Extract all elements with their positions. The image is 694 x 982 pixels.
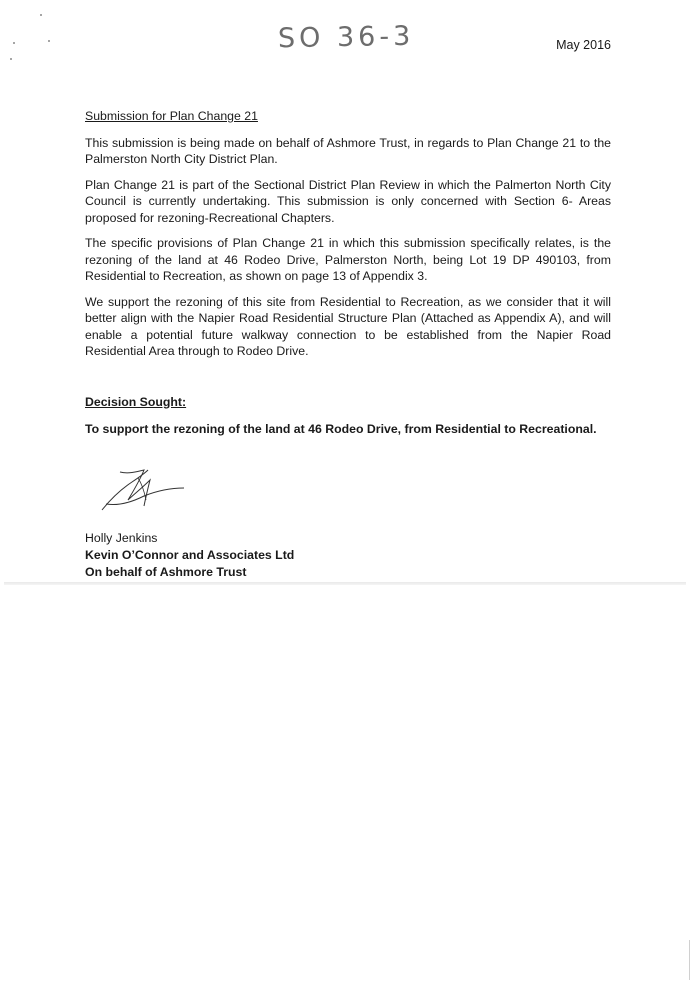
scan-speck [40, 14, 42, 16]
signature-image [98, 466, 188, 516]
document-body [85, 108, 611, 438]
signatory-name: Holly Jenkins [85, 531, 158, 545]
paragraph-intro: This submission is being made on behalf of Ashmore Trust, in regards to Plan Change 21 to the Palmerston North City District Plan. [85, 135, 611, 166]
on-behalf-line: On behalf of Ashmore Trust [85, 565, 247, 579]
scan-speck [13, 42, 15, 44]
paragraph-context: Plan Change 21 is part of the Sectional District Plan Review in which the Palmerton North City Council is currently undertaking. This submission is only concerned with Section 6- Areas proposed for rezoning-Recreational Chapters. [85, 177, 611, 225]
decision-heading: Decision Sought: [85, 394, 187, 409]
scan-edge-divider [4, 582, 686, 585]
decision-text: To support the rezoning of the land at 46 Rodeo Drive, from Residential to Recreational. [85, 422, 597, 436]
scan-speck [48, 40, 50, 42]
submission-title: Submission for Plan Change 21 [85, 109, 258, 123]
paragraph-provisions: The specific provisions of Plan Change 21 in which this submission specifically relates, is the rezoning of the land at 46 Rodeo Drive, Palmerston North, being Lot 19 DP 490103, from Residential to Recreation, as shown on page 13 of Appendix 3. [85, 236, 611, 283]
handwritten-reference: SO 36-3 [277, 20, 415, 55]
signoff-block [85, 530, 294, 581]
document-date: May 2016 [556, 38, 611, 52]
company-name: Kevin O’Connor and Associates Ltd [85, 548, 295, 562]
scan-edge-mark [689, 940, 690, 980]
scan-speck [10, 58, 12, 60]
paragraph-support: We support the rezoning of this site from Residential to Recreation, as we consider that it will better align with the Napier Road Residential Structure Plan (Attached as Appendix A), and will enable a potential future walkway connection to be established from the Napier Road Residential Area through to Rodeo Drive. [85, 294, 611, 358]
